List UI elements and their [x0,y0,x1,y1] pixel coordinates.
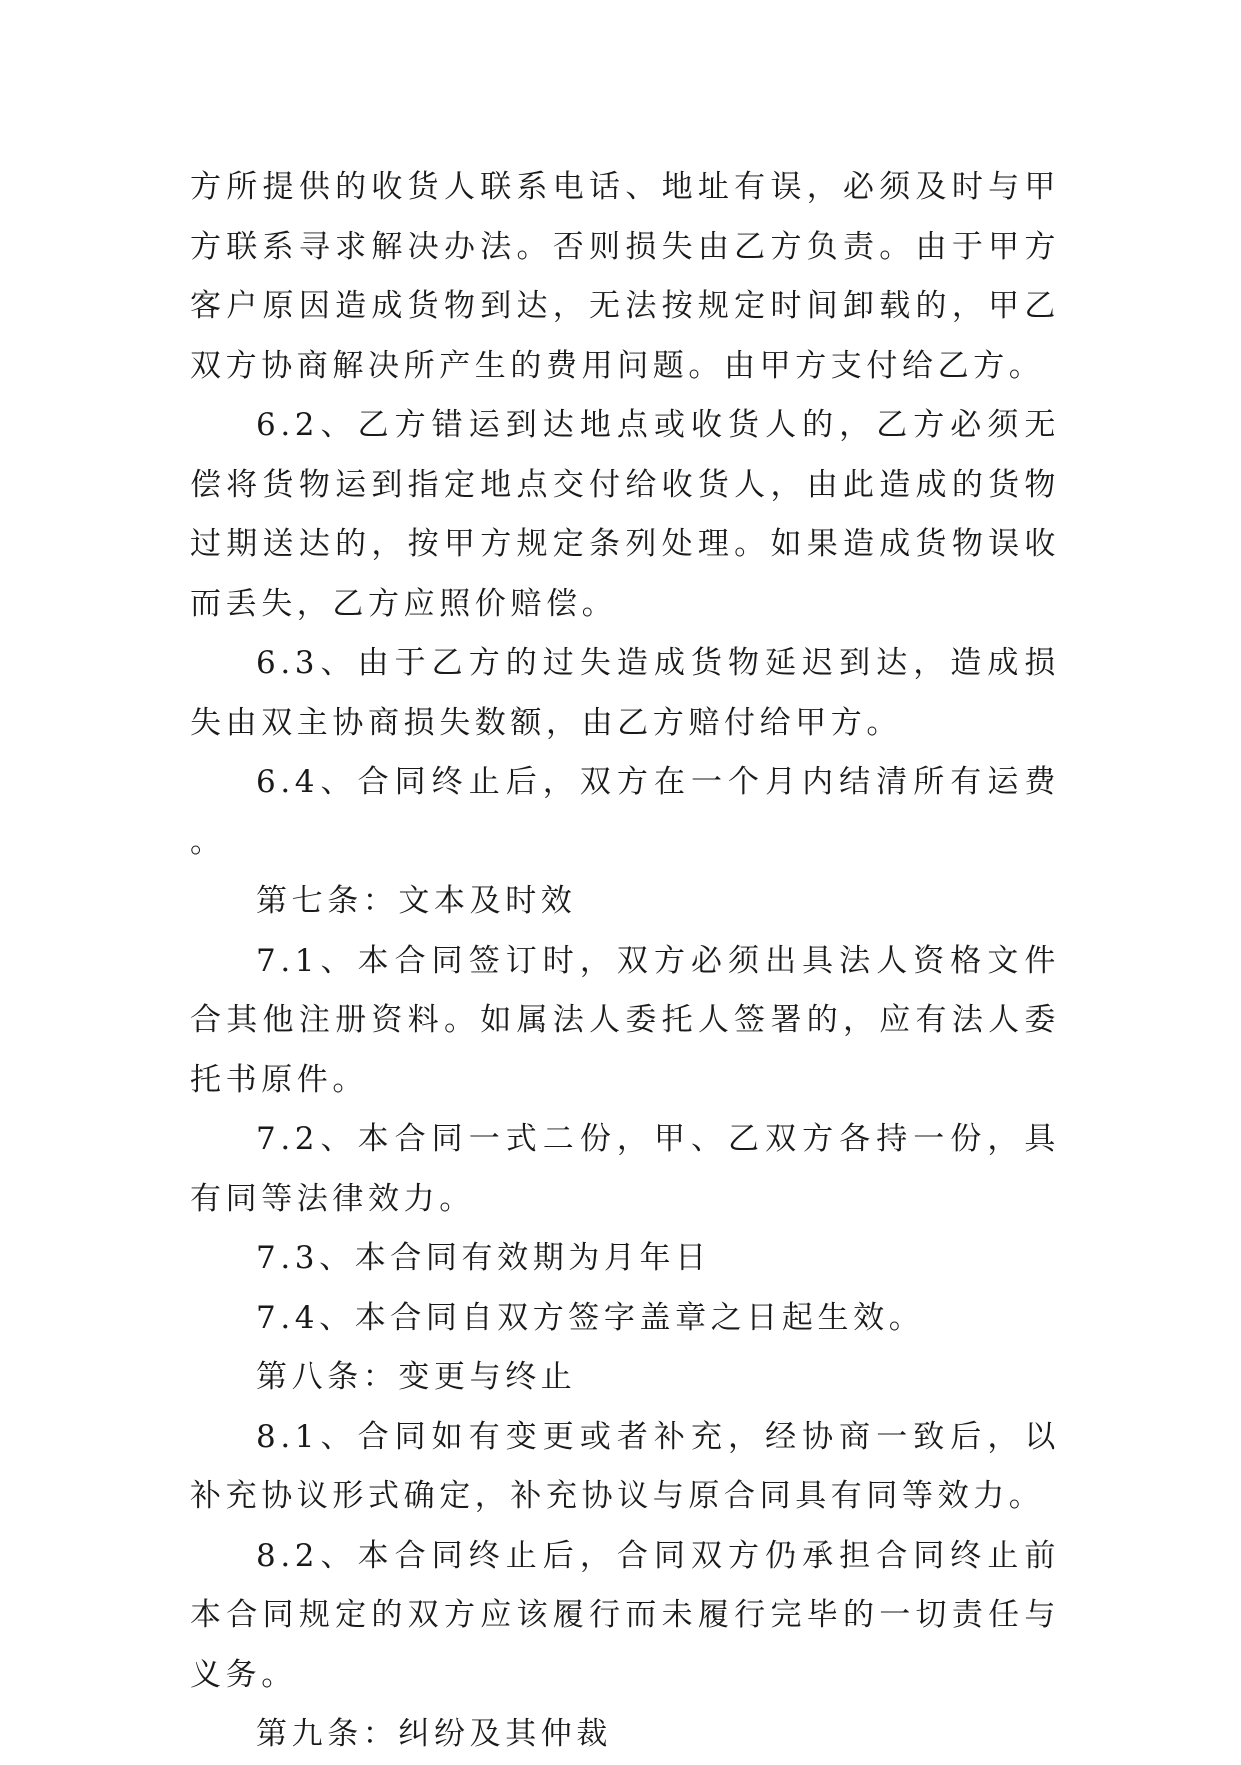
paragraph-8-1: 8.1、合同如有变更或者补充，经协商一致后，以补充协议形式确定，补充协议与原合同具有同等效力。 [190,1418,1060,1514]
paragraph-7-4: 7.4、本合同自双方签字盖章之日起生效。 [256,1299,925,1336]
article-7-heading: 第七条：文本及时效 [256,883,577,919]
article-9-heading: 第九条：纠纷及其仲裁 [256,1716,612,1752]
document-body [190,158,1060,1765]
paragraph-7-1: 7.1、本合同签订时，双方必须出具法人资格文件合其他注册资料。如属法人委托人签署的，应有法人委托书原件。 [190,942,1060,1098]
paragraph-7-2: 7.2、本合同一式二份，甲、乙双方各持一份，具有同等法律效力。 [190,1121,1060,1217]
paragraph-7-3: 7.3、本合同有效期为月年日 [256,1240,711,1276]
paragraph-6-2: 6.2、乙方错运到达地点或收货人的，乙方必须无偿将货物运到指定地点交付给收货人，由此造成的货物过期送达的，按甲方规定条列处理。如果造成货物误收而丢失，乙方应照价赔偿。 [190,407,1060,622]
article-8-heading: 第八条：变更与终止 [256,1359,577,1395]
paragraph-8-2: 8.2、本合同终止后，合同双方仍承担合同终止前本合同规定的双方应该履行而未履行完毕的一切责任与义务。 [190,1537,1060,1693]
paragraph-6-3: 6.3、由于乙方的过失造成货物延迟到达，造成损失由双主协商损失数额，由乙方赔付给甲方。 [190,645,1060,741]
paragraph-6-4: 6.4、合同终止后，双方在一个月内结清所有运费。 [190,764,1060,860]
paragraph-6-1-continued: 方所提供的收货人联系电话、地址有误，必须及时与甲方联系寻求解决办法。否则损失由乙方负责。由于甲方客户原因造成货物到达，无法按规定时间卸载的，甲乙双方协商解决所产生的费用问题。由甲方支付给乙方。 [190,169,1060,384]
